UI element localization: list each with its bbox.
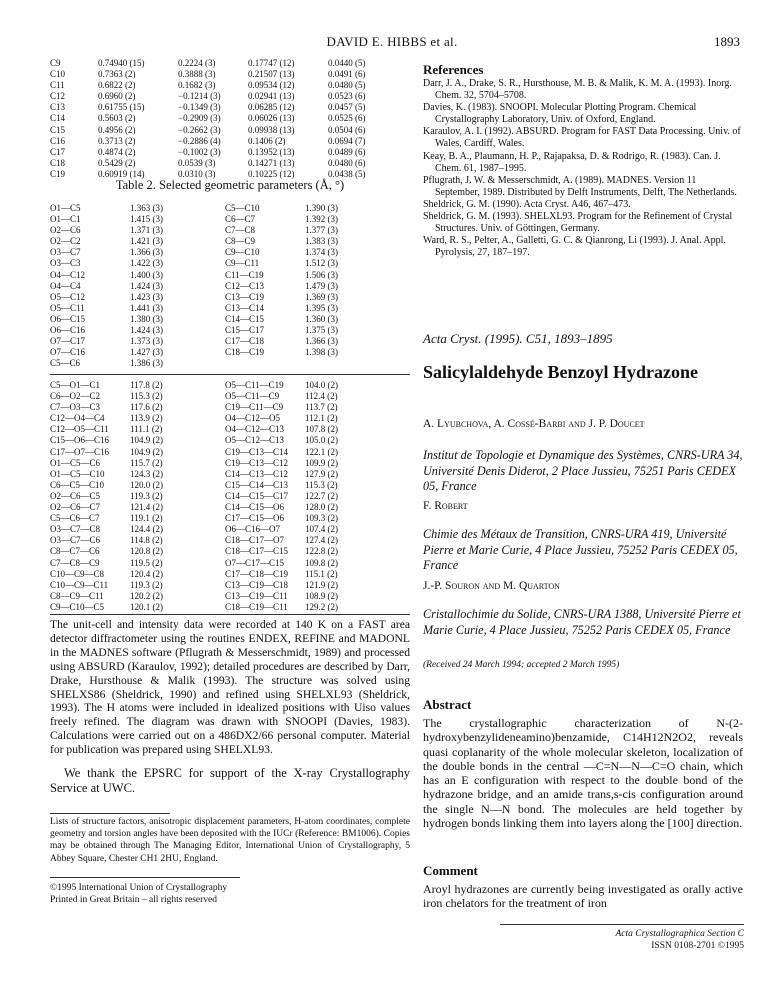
atom-cell: −0.1214 (3) — [178, 91, 221, 102]
angle-cell: C17—C15—O6 — [225, 513, 285, 524]
angle-cell: C19—C13—C12 — [225, 457, 289, 468]
atom-cell: 0.0491 (6) — [328, 69, 366, 80]
angle-cell: O2—C6—C7 — [50, 502, 101, 513]
bond-cell: O1—C1 — [50, 214, 81, 225]
atom-cell: 0.0480 (6) — [328, 157, 366, 168]
angle-cell: C19—C13—C14 — [225, 446, 289, 457]
angle-cell: C7—O3—C3 — [50, 402, 101, 413]
atom-cell: C16 — [50, 135, 66, 146]
angle-cell: C17—C18—C19 — [225, 568, 289, 579]
angle-cell: 113.9 (2) — [130, 413, 163, 424]
bond-row — [50, 203, 350, 214]
bond-cell: 1.415 (3) — [130, 214, 163, 225]
received-dates: (Received 24 March 1994; accepted 2 March 1995) — [423, 660, 620, 670]
angle-row — [50, 502, 350, 513]
angle-cell: C18—C19—C11 — [225, 601, 288, 612]
angle-cell: 128.0 (2) — [305, 502, 338, 513]
footer-left — [50, 882, 410, 906]
bond-row — [50, 214, 350, 225]
atom-cell: 0.4956 (2) — [98, 124, 136, 135]
atom-cell: 0.2224 (3) — [178, 58, 216, 68]
atom-cell: 0.0457 (5) — [328, 102, 366, 113]
angle-cell: O3—C7—C8 — [50, 524, 101, 535]
angle-row — [50, 391, 350, 402]
bond-row — [50, 303, 350, 314]
bond-cell: O3—C7 — [50, 247, 81, 258]
angle-row — [50, 535, 350, 546]
page-number: 1893 — [714, 34, 740, 49]
angle-row — [50, 491, 350, 502]
atom-cell: 0.0489 (6) — [328, 146, 366, 157]
atom-cell: −0.2886 (4) — [178, 135, 221, 146]
bond-cell: O5—C12 — [50, 291, 86, 302]
atom-cell: C15 — [50, 124, 66, 135]
angle-cell: 120.0 (2) — [130, 479, 163, 490]
angle-cell: 114.8 (2) — [130, 535, 163, 546]
bond-row — [50, 292, 350, 303]
angle-row — [50, 469, 350, 480]
angle-cell: C6—C5—C10 — [50, 479, 105, 490]
atom-cell: C18 — [50, 157, 66, 168]
angle-cell: C5—C6—C7 — [50, 513, 100, 524]
atom-row — [50, 69, 370, 80]
angle-row — [50, 458, 350, 469]
atom-cell: C17 — [50, 146, 66, 157]
footer-right — [500, 928, 744, 952]
printed-line: Printed in Great Britain – all rights reserved — [50, 895, 217, 906]
bond-cell: O7—C17 — [50, 336, 86, 347]
bond-cell: O7—C16 — [50, 347, 86, 358]
bond-cell: 1.421 (3) — [130, 236, 163, 247]
angle-cell: C12—O4—C4 — [50, 413, 105, 424]
bond-cell: 1.380 (3) — [130, 313, 163, 324]
angle-cell: C14—C15—C17 — [225, 490, 289, 501]
bond-cell: C15—C17 — [225, 325, 265, 336]
footer-rule-left — [50, 877, 240, 878]
angle-cell: O6—C16—O7 — [225, 524, 281, 535]
comment-section — [423, 863, 743, 911]
angle-cell: 107.4 (2) — [305, 524, 338, 535]
angle-row — [50, 546, 350, 557]
reference-item: Keay, B. A., Plaumann, H. P., Rajapaksa, D. & Rodrigo, R. (1983). Can. J. Chem. 61, 1987–1995. — [423, 150, 721, 174]
atom-cell: C19 — [50, 168, 66, 179]
bond-cell: C12—C13 — [225, 280, 265, 291]
bond-cell: C9—C10 — [225, 247, 260, 258]
angle-cell: C8—C9—C11 — [50, 590, 104, 601]
bond-cell: 1.386 (3) — [130, 358, 163, 369]
atom-cell: 0.60919 (14) — [98, 168, 145, 179]
bond-cell: 1.441 (3) — [130, 302, 163, 313]
angle-row — [50, 602, 350, 613]
bond-cell: C9—C11 — [225, 258, 260, 269]
bond-row — [50, 281, 350, 292]
bond-cell: 1.395 (3) — [305, 302, 338, 313]
angle-cell: O5—C11—C9 — [225, 391, 280, 402]
bond-cell: 1.424 (3) — [130, 280, 163, 291]
authors-group-3: J.-P. Souron and M. Quarton — [423, 580, 560, 592]
running-title: DAVID E. HIBBS et al. — [326, 34, 458, 49]
references-section — [423, 62, 743, 259]
angle-cell: 119.1 (2) — [130, 513, 163, 524]
table-divider — [50, 374, 410, 375]
affiliation-1: Institut de Topologie et Dynamique des Systèmes, CNRS-URA 34, Université Denis Diderot, 2 Place Jussieu, 75251 Paris CEDEX 05, France — [423, 448, 743, 493]
atom-cell: 0.0438 (5) — [328, 168, 366, 179]
angle-cell: 120.2 (2) — [130, 590, 163, 601]
atom-cell: 0.13952 (13) — [248, 146, 295, 157]
atom-row — [50, 58, 370, 69]
atom-cell: 0.6960 (2) — [98, 91, 136, 102]
atom-cell: C12 — [50, 91, 66, 102]
angle-cell: C18—C17—O7 — [225, 535, 285, 546]
atom-cell: 0.0480 (5) — [328, 80, 366, 91]
angle-cell: 109.8 (2) — [305, 557, 338, 568]
bond-cell: 1.371 (3) — [130, 225, 163, 236]
bond-cell: 1.398 (3) — [305, 347, 338, 358]
article-title: Salicylaldehyde Benzoyl Hydrazone — [423, 362, 699, 382]
atom-cell: 0.5429 (2) — [98, 157, 136, 168]
acknowledgement: We thank the EPSRC for support of the X-ray Crystallography Service at UWC. — [50, 766, 410, 795]
bond-cell: 1.373 (3) — [130, 336, 163, 347]
atom-cell: 0.09938 (13) — [248, 124, 295, 135]
atom-cell: 0.10225 (12) — [248, 168, 295, 179]
angle-cell: C14—C13—C12 — [225, 468, 289, 479]
angle-cell: C8—C7—C6 — [50, 546, 100, 557]
atom-cell: 0.0440 (5) — [328, 58, 366, 68]
atom-row — [50, 91, 370, 102]
bond-cell: 1.375 (3) — [305, 325, 338, 336]
angle-cell: 113.7 (2) — [305, 402, 338, 413]
angle-cell: 127.4 (2) — [305, 535, 338, 546]
angle-cell: C15—O6—C16 — [50, 435, 110, 446]
atom-cell: 0.3888 (3) — [178, 69, 216, 80]
angle-cell: 115.7 (2) — [130, 457, 163, 468]
angle-cell: C14—C15—O6 — [225, 502, 285, 513]
reference-item: Ward, R. S., Pelter, A., Galletti, G. C. & Qianrong, Li (1993). J. Anal. Appl. Pyrolysis, 27, 187–197. — [423, 235, 726, 259]
angle-cell: 120.8 (2) — [130, 546, 163, 557]
angle-cell: 112.1 (2) — [305, 413, 338, 424]
bond-cell: C13—C19 — [225, 291, 265, 302]
angle-row — [50, 580, 350, 591]
atom-cell: 0.06026 (13) — [248, 113, 295, 124]
atom-cell: 0.09534 (12) — [248, 80, 295, 91]
bond-cell: C18—C19 — [225, 347, 265, 358]
atom-cell: 0.7363 (2) — [98, 69, 136, 80]
angle-cell: 111.1 (2) — [130, 424, 163, 435]
atom-cell: 0.06285 (12) — [248, 102, 295, 113]
bond-row — [50, 358, 350, 369]
bond-cell: 1.366 (3) — [305, 336, 338, 347]
angle-row — [50, 569, 350, 580]
angle-cell: C9—C10—C5 — [50, 601, 105, 612]
atom-cell: 0.0694 (7) — [328, 135, 366, 146]
angle-cell: C15—C14—C13 — [225, 479, 289, 490]
angle-cell: O1—C5—C10 — [50, 468, 105, 479]
atom-row — [50, 136, 370, 147]
angle-cell: 129.2 (2) — [305, 601, 338, 612]
angle-cell: C6—O2—C2 — [50, 391, 101, 402]
bond-cell: O4—C12 — [50, 269, 86, 280]
angle-row — [50, 435, 350, 446]
atom-row — [50, 113, 370, 124]
footnote-rule — [50, 813, 170, 814]
bond-cell: 1.360 (3) — [305, 313, 338, 324]
bond-row — [50, 258, 350, 269]
bond-row — [50, 314, 350, 325]
angle-cell: 117.6 (2) — [130, 402, 163, 413]
atom-cell: C10 — [50, 69, 66, 80]
bond-cell: 1.363 (3) — [130, 203, 163, 213]
atom-row — [50, 147, 370, 158]
atom-cell: C11 — [50, 80, 65, 91]
angle-cell: 119.3 (2) — [130, 490, 163, 501]
bond-row — [50, 347, 350, 358]
reference-item: Pflugrath, J. W. & Messerschmidt, A. (1989). MADNES. Version 11 September, 1989. Distributed by Delft Instruments, Delft, The Netherlands. — [423, 174, 737, 198]
table2-caption: Table 2. Selected geometric parameters (Å, °) — [115, 178, 345, 192]
atom-cell: 0.14271 (13) — [248, 157, 295, 168]
abstract-section — [423, 697, 743, 830]
angle-cell: C5—O1—C1 — [50, 380, 101, 390]
atom-cell: 0.1406 (2) — [248, 135, 286, 146]
atom-cell: 0.3713 (2) — [98, 135, 136, 146]
affiliation-3: Cristallochimie du Solide, CNRS-URA 1388, Université Pierre et Marie Curie, 4 Place Jussieu, 75252 Paris CEDEX 05, France — [423, 607, 741, 637]
atom-cell: 0.6822 (2) — [98, 80, 136, 91]
angle-cell: O1—C5—C6 — [50, 457, 101, 468]
bond-cell: C11—C19 — [225, 269, 264, 280]
angle-cell: 124.4 (2) — [130, 524, 163, 535]
bond-lengths-table — [50, 203, 350, 369]
angle-cell: 115.3 (2) — [130, 391, 163, 402]
angle-cell: 104.0 (2) — [305, 380, 338, 390]
bond-cell: C5—C6 — [50, 358, 81, 369]
bond-cell: C17—C18 — [225, 336, 265, 347]
bond-cell: O2—C6 — [50, 225, 81, 236]
bond-cell: C13—C14 — [225, 302, 265, 313]
bond-row — [50, 270, 350, 281]
reference-list — [423, 78, 743, 259]
angle-cell: O5—C12—C13 — [225, 435, 285, 446]
angle-cell: C18—C17—C15 — [225, 546, 289, 557]
bond-cell — [225, 358, 305, 369]
bond-cell: O6—C15 — [50, 313, 86, 324]
atom-cell: 0.1682 (3) — [178, 80, 216, 91]
bond-cell: O3—C3 — [50, 258, 81, 269]
authors-group-2: F. Robert — [423, 500, 468, 512]
angle-cell: O4—C12—C13 — [225, 424, 285, 435]
angle-cell: 108.9 (2) — [305, 590, 338, 601]
reference-item: Davies, K. (1983). SNOOPI. Molecular Plotting Program. Chemical Crystallography Laboratory, Univ. of Oxford, England. — [423, 102, 697, 126]
bond-cell: 1.479 (3) — [305, 280, 338, 291]
angle-cell: 105.0 (2) — [305, 435, 338, 446]
angle-cell: 120.1 (2) — [130, 601, 163, 612]
angle-cell: O5—C11—C19 — [225, 380, 284, 390]
atom-cell: 0.74940 (15) — [98, 58, 145, 68]
bond-cell: 1.506 (3) — [305, 269, 338, 280]
bond-angles-table — [50, 380, 350, 613]
angle-row — [50, 558, 350, 569]
angle-cell: O2—C6—C5 — [50, 490, 101, 501]
atom-cell: 0.61755 (15) — [98, 102, 145, 113]
angle-cell: 122.1 (2) — [305, 446, 338, 457]
deposit-note: Lists of structure factors, anisotropic displacement parameters, H-atom coordinates, complete geometry and torsion angles have been deposited with the IUCr (Reference: BM1006). Copies may be obtained through The Managing Editor, International Union of Crystallography, 5 Abbey Square, Chester CH1 2HU, England. — [50, 817, 410, 864]
abstract-text: The crystallographic characterization of N-(2-hydroxybenzylideneamino)benzamide, C14H12N2O2, reveals quasi coplanarity of the whole molecular skeleton, localization of the double bonds in the central —C=N—N—C=O chain, which has an E configuration with respect to the double bond of the hydrazone bridge, and an amide trans,s-cis configuration around the single N—N bond. The molecules are held together by hydrogen bonds linking them into layers along the [100] direction. — [423, 716, 743, 831]
angle-cell: 109.3 (2) — [305, 513, 338, 524]
atom-row — [50, 158, 370, 169]
bond-row — [50, 325, 350, 336]
angle-cell: C19—C11—C9 — [225, 402, 284, 413]
angle-cell: C13—C19—C18 — [225, 579, 289, 590]
atom-cell: 0.0310 (3) — [178, 168, 216, 179]
bond-row — [50, 236, 350, 247]
angle-cell: 104.9 (2) — [130, 435, 163, 446]
bond-cell: C8—C9 — [225, 236, 256, 247]
experimental-text: The unit-cell and intensity data were recorded at 140 K on a FAST area detector diffractometer using the routines ENDEX, REFINE and MADONL in the MADNES software (Pflugrath & Messerschmidt, 1989) and processed using ABSURD (Karaulov, 1992); detailed procedures are described by Darr, Drake, Hursthouse & Malik (1993). The structure was solved using SHELXS86 (Sheldrick, 1990) and refined using SHELXL93 (Sheldrick, 1993). The H atoms were included in idealized positions with Uiso values freely refined. The diagram was drawn with SNOOPI (Davies, 1983). Calculations were carried out on a 486DX2/66 personal computer. Material for publication was prepared using SHELXL93. — [50, 618, 410, 757]
bond-cell: O5—C11 — [50, 302, 85, 313]
bond-row — [50, 225, 350, 236]
atom-row — [50, 125, 370, 136]
angle-cell: 127.9 (2) — [305, 468, 338, 479]
bond-row — [50, 247, 350, 258]
angle-cell: 121.4 (2) — [130, 502, 163, 513]
angle-cell: C10—C9—C11 — [50, 579, 109, 590]
angle-row — [50, 513, 350, 524]
atom-cell: 0.0525 (6) — [328, 113, 366, 124]
atom-cell: 0.0539 (3) — [178, 157, 216, 168]
atom-cell: C14 — [50, 113, 66, 124]
atom-cell: −0.2909 (3) — [178, 113, 221, 124]
angle-cell: 119.3 (2) — [130, 579, 163, 590]
bond-cell: 1.423 (3) — [130, 291, 163, 302]
angle-cell: 104.9 (2) — [130, 446, 163, 457]
atom-cell: −0.1349 (3) — [178, 102, 221, 113]
atom-cell: 0.21507 (13) — [248, 69, 295, 80]
article-citation: Acta Cryst. (1995). C51, 1893–1895 — [423, 331, 613, 346]
angle-row — [50, 402, 350, 413]
atom-cell: C9 — [50, 58, 61, 68]
angle-cell: 112.4 (2) — [305, 391, 338, 402]
bond-row — [50, 336, 350, 347]
references-heading: References — [423, 62, 484, 77]
angle-cell: 122.7 (2) — [305, 490, 338, 501]
angle-cell: O4—C12—O5 — [225, 413, 281, 424]
angle-row — [50, 380, 350, 391]
angle-cell: 120.4 (2) — [130, 568, 163, 579]
angle-cell: 115.3 (2) — [305, 479, 338, 490]
angle-row — [50, 591, 350, 602]
atom-cell: 0.5603 (2) — [98, 113, 136, 124]
comment-text: Aroyl hydrazones are currently being investigated as orally active iron chelators for the treatment of iron — [423, 882, 743, 911]
angle-cell: 124.3 (2) — [130, 468, 163, 479]
reference-item: Sheldrick, G. M. (1990). Acta Cryst. A46, 467–473. — [423, 198, 631, 210]
angle-cell: C17—O7—C16 — [50, 446, 110, 457]
bond-cell: 1.422 (3) — [130, 258, 163, 269]
atom-coordinates-table — [50, 58, 370, 180]
bond-cell: C7—C8 — [225, 225, 256, 236]
journal-section: Acta Crystallographica Section C — [615, 929, 744, 939]
table-bottom-rule — [50, 614, 410, 615]
bond-cell: 1.377 (3) — [305, 225, 338, 236]
angle-cell: 117.8 (2) — [130, 380, 163, 390]
bond-cell: C6—C7 — [225, 214, 256, 225]
bond-cell: 1.427 (3) — [130, 347, 163, 358]
angle-row — [50, 480, 350, 491]
bond-cell: 1.374 (3) — [305, 247, 338, 258]
bond-cell: 1.366 (3) — [130, 247, 163, 258]
reference-item: Karaulov, A. I. (1992). ABSURD. Program for FAST Data Processing. Univ. of Wales, Cardiff, Wales. — [423, 126, 741, 150]
reference-item: Darr, J. A., Drake, S. R., Hursthouse, M. B. & Malik, K. M. A. (1993). Inorg. Chem. 32, 5704–5708. — [423, 78, 732, 102]
angle-cell: C7—C8—C9 — [50, 557, 100, 568]
angle-cell: C12—O5—C11 — [50, 424, 109, 435]
angle-cell: 107.8 (2) — [305, 424, 338, 435]
bond-cell: O6—C16 — [50, 325, 86, 336]
bond-cell: 1.392 (3) — [305, 214, 338, 225]
angle-cell: 121.9 (2) — [305, 579, 338, 590]
bond-cell — [305, 358, 350, 369]
bond-cell: 1.383 (3) — [305, 236, 338, 247]
atom-cell: −0.2662 (3) — [178, 124, 221, 135]
comment-heading: Comment — [423, 863, 478, 878]
bond-cell: 1.369 (3) — [305, 291, 338, 302]
angle-row — [50, 524, 350, 535]
authors-group-1: A. Lyubchova, A. Cossé-Barbi and J. P. Doucet — [423, 418, 645, 430]
atom-cell: −0.1002 (3) — [178, 146, 221, 157]
angle-cell: 115.1 (2) — [305, 568, 338, 579]
angle-cell: 122.8 (2) — [305, 546, 338, 557]
bond-cell: O2—C2 — [50, 236, 81, 247]
atom-cell: 0.4874 (2) — [98, 146, 136, 157]
reference-item: Sheldrick, G. M. (1993). SHELXL93. Program for the Refinement of Crystal Structures. Univ. of Göttingen, Germany. — [423, 211, 733, 235]
bond-cell: 1.424 (3) — [130, 325, 163, 336]
atom-row — [50, 80, 370, 91]
bond-cell: 1.512 (3) — [305, 258, 338, 269]
bond-cell: C14—C15 — [225, 313, 265, 324]
angle-row — [50, 413, 350, 424]
issn-line: ISSN 0108-2701 ©1995 — [651, 941, 744, 952]
angle-row — [50, 447, 350, 458]
bond-cell: O4—C4 — [50, 280, 81, 291]
angle-cell: O3—C7—C6 — [50, 535, 101, 546]
affiliation-2: Chimie des Métaux de Transition, CNRS-URA 419, Université Pierre et Marie Curie, 4 Place Jussieu, 75252 Paris CEDEX 05, France — [423, 527, 738, 572]
atom-cell: 0.17747 (12) — [248, 58, 295, 68]
atom-cell: 0.0504 (6) — [328, 124, 366, 135]
abstract-heading: Abstract — [423, 697, 472, 712]
footer-rule-right — [500, 924, 744, 925]
atom-cell: C13 — [50, 102, 66, 113]
bond-cell: O1—C5 — [50, 203, 81, 213]
atom-cell: 0.0523 (6) — [328, 91, 366, 102]
angle-cell: C13—C19—C11 — [225, 590, 288, 601]
atom-row — [50, 102, 370, 113]
angle-cell: C10—C9—C8 — [50, 568, 105, 579]
bond-cell: 1.400 (3) — [130, 269, 163, 280]
angle-row — [50, 424, 350, 435]
angle-cell: 109.9 (2) — [305, 457, 338, 468]
angle-cell: O7—C17—C15 — [225, 557, 285, 568]
copyright-line: ©1995 International Union of Crystallography — [50, 883, 228, 893]
bond-cell: 1.390 (3) — [305, 203, 338, 213]
bond-cell: C5—C10 — [225, 203, 260, 213]
atom-cell: 0.02941 (13) — [248, 91, 295, 102]
angle-cell: 119.5 (2) — [130, 557, 163, 568]
